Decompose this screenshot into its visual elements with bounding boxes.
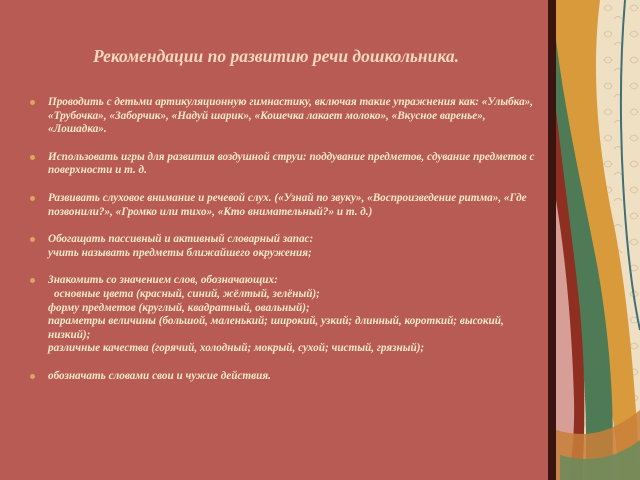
list-item: Проводить с детьми артикуляционную гимнастику, включая такие упражнения как: «Улыбка», «Трубочка», «Заборчик», «Надуй шарик», «Кошечка лакает молоко», «Вкусное варенье», «Лошадка».	[20, 96, 540, 137]
list-subitem: форму предметов (круглый, квадратный, овальный);	[48, 301, 310, 314]
list-subitem: параметры величины (большой, маленький; широкий, узкий; длинный, короткий; высокий, низкий);	[48, 315, 504, 341]
list-item: Использовать игры для развития воздушной струи: поддувание предметов, сдувание предметов с поверхности и т. д.	[20, 151, 540, 178]
list-item: Развивать слуховое внимание и речевой слух. («Узнай по звуку», «Воспроизведение ритма», «Где позвонили?», «Громко или тихо», «Кто внимательный?» и т. д.)	[20, 192, 540, 219]
list-item: Обогащать пассивный и активный словарный запас:	[20, 233, 540, 247]
list-subitem: различные качества (горячий, холодный; мокрый, сухой; чистый, грязный);	[48, 342, 425, 355]
list-subitem: учить называть предметы ближайшего окружения;	[48, 246, 312, 259]
list-item: Знакомить со значением слов, обозначающих:	[20, 274, 540, 288]
recommendations-list	[20, 96, 540, 384]
list-subitem: основные цвета (красный, синий, жёлтый, зелёный);	[54, 287, 320, 300]
list-item: обозначать словами свои и чужие действия.	[20, 370, 540, 384]
page-title: Рекомендации по развитию речи дошкольника.	[93, 46, 459, 66]
